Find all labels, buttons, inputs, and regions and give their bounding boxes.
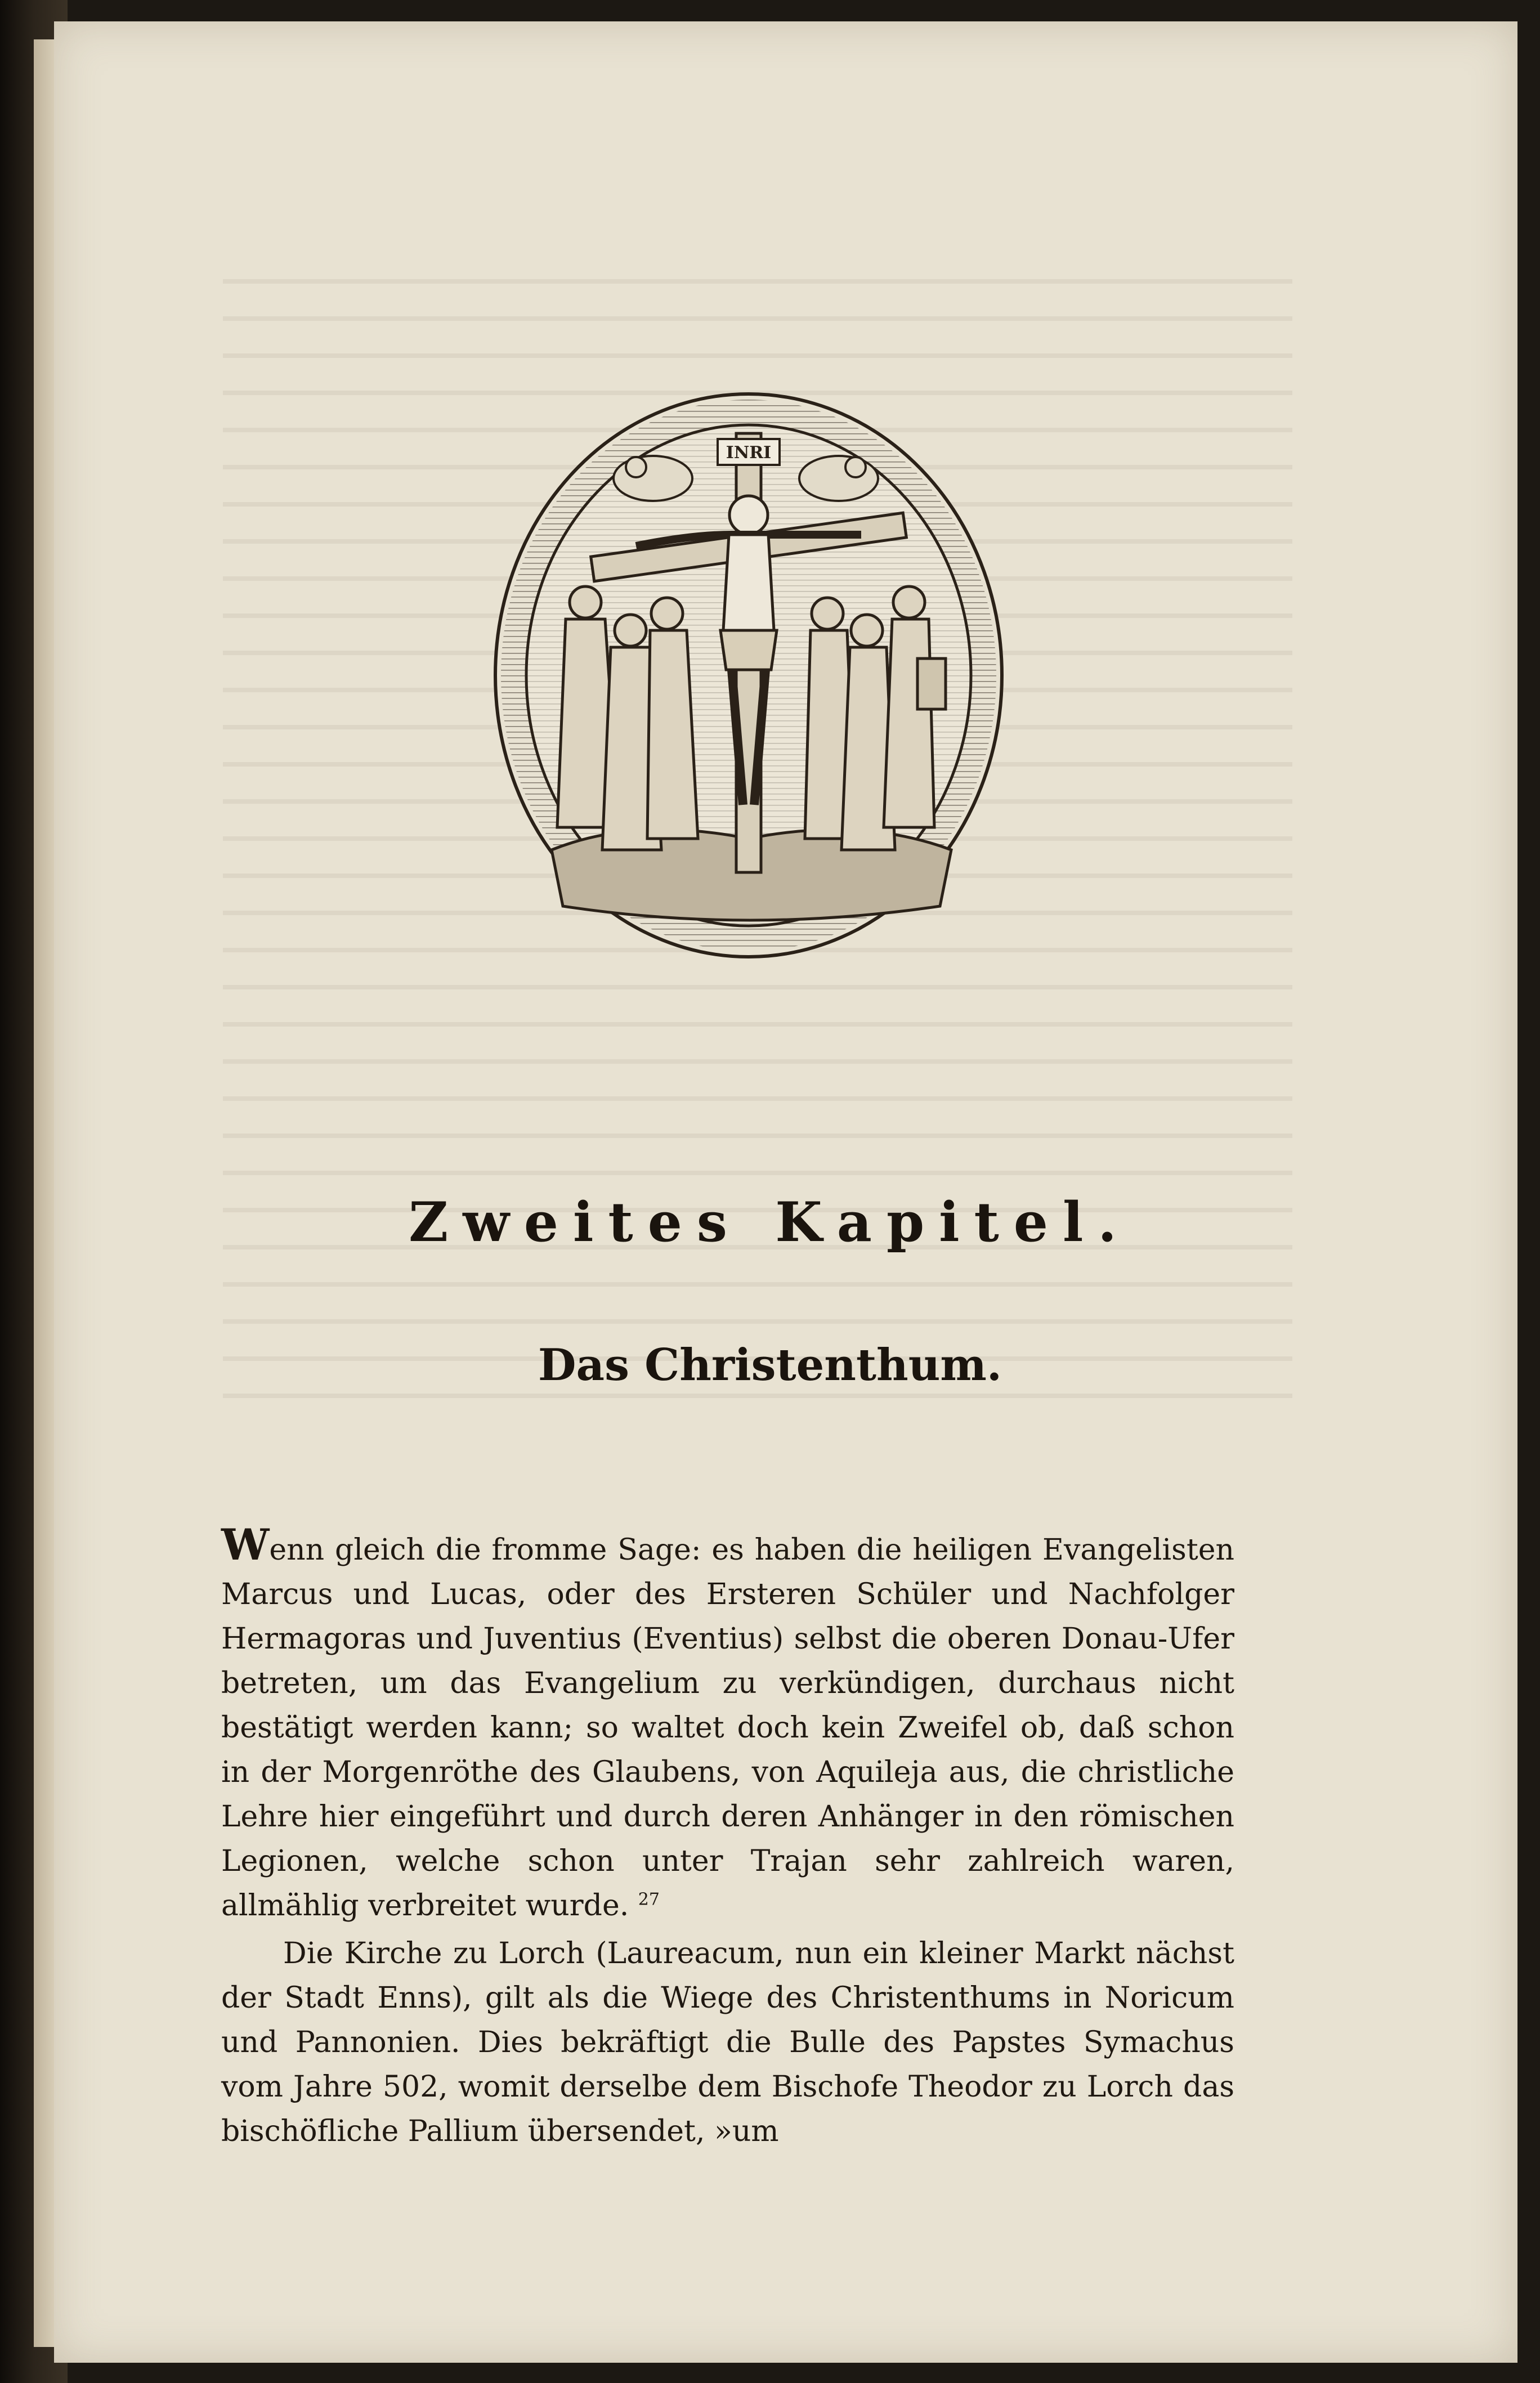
chapter-heading: Zweites Kapitel. <box>409 1190 1131 1254</box>
mourners-left <box>557 586 698 850</box>
titulus-text: INRI <box>726 443 772 463</box>
paragraph-text: Die Kirche zu Lorch (Laureacum, nun ein kleiner Markt nächst der Stadt Enns), gilt als die Wiege des Christenthums in Noricum und Pannonien. Dies bekräftigt die Bulle des Papstes Symachus vom Jahre 502, womit derselbe dem Bischofe Theodor zu Lorch das bischöfliche Pallium übersendet, »um <box>221 1937 1234 2148</box>
paragraph <box>221 1522 1234 1928</box>
body-text <box>221 1522 1234 2154</box>
initial-letter: W <box>221 1520 270 1570</box>
paragraph <box>221 1932 1234 2154</box>
section-title: Das Christenthum. <box>538 1340 1002 1391</box>
paragraph-text: enn gleich die fromme Sage: es haben die heiligen Evangelisten Marcus und Lucas, oder des Ersteren Schüler und Nachfolger Hermagoras und Juventius (Eventius) selbst die oberen Donau-Ufer betreten, um das Evangelium zu verkündigen, durchaus nicht bestätigt werden kann; so waltet doch kein Zweifel ob, daß schon in der Morgenröthe des Glaubens, von Aquileja aus, die christliche Lehre hier eingeführt und durch deren Anhänger in den römischen Legionen, welche schon unter Trajan sehr zahlreich waren, allmählig verbreitet wurde. <box>221 1533 1234 1923</box>
crucifixion-engraving <box>467 366 1030 985</box>
footnote-marker: 27 <box>638 1889 660 1910</box>
soldiers-right <box>805 586 946 850</box>
